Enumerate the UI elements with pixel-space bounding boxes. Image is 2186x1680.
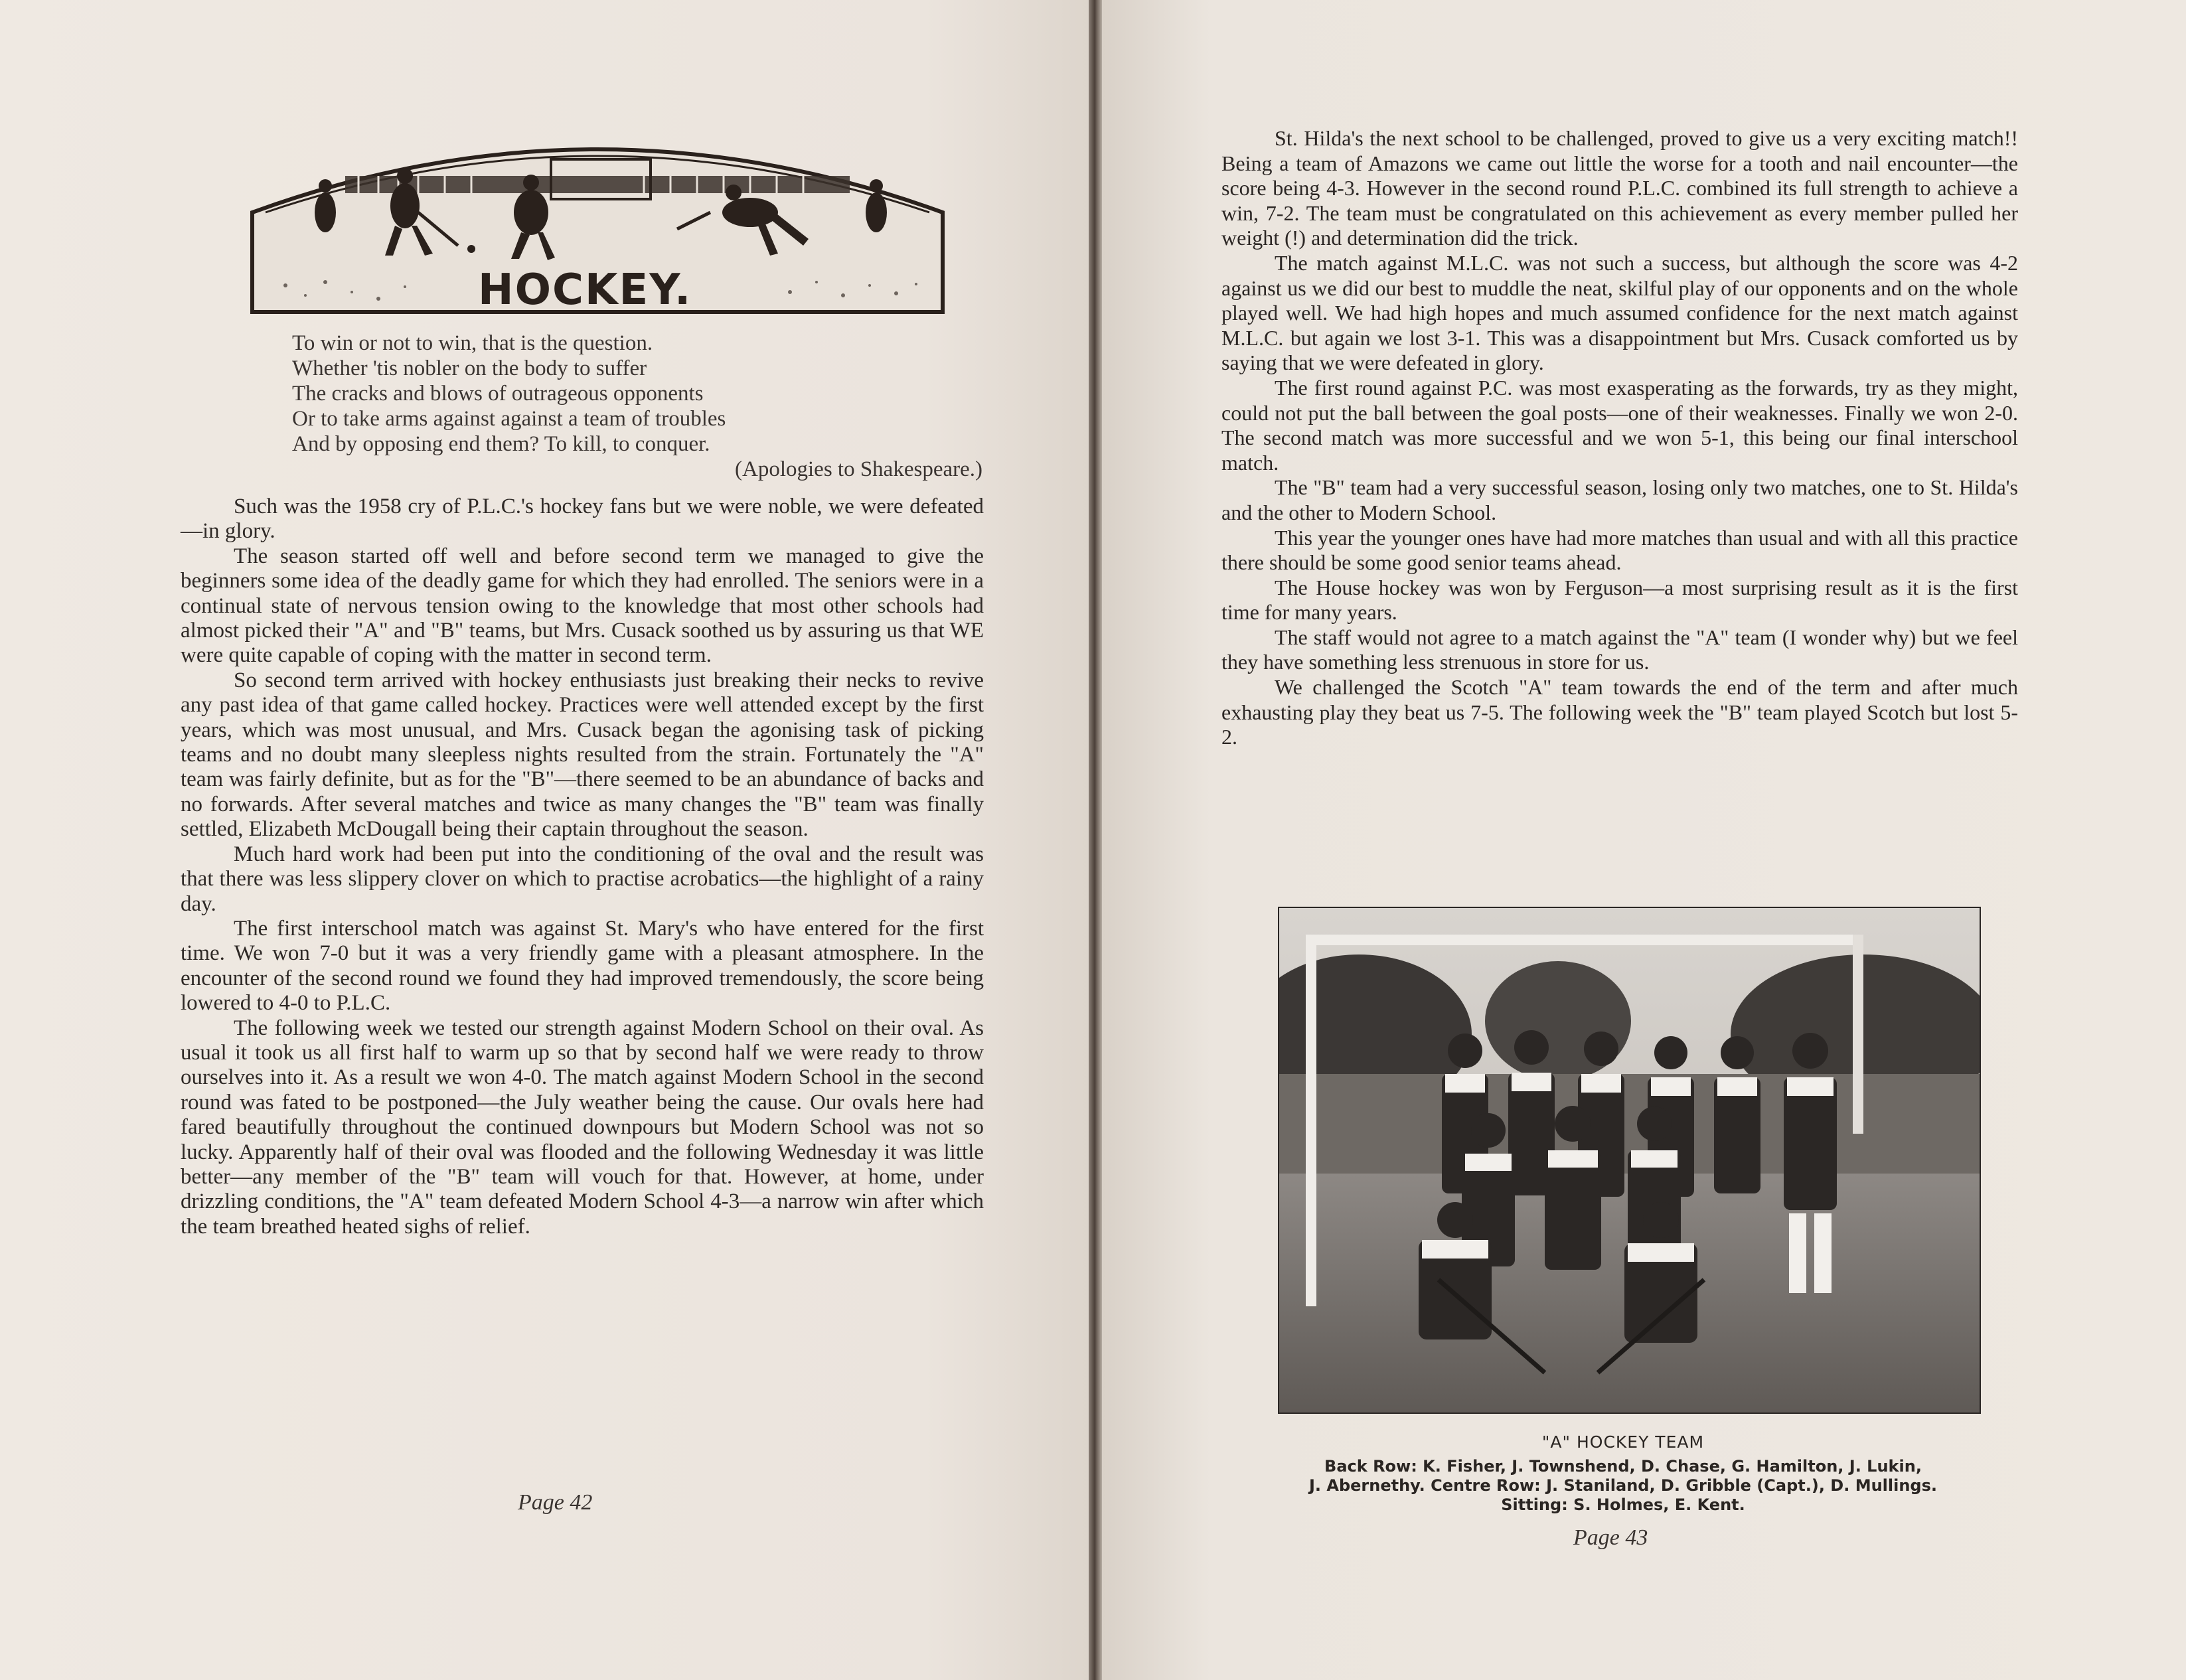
- paragraph: The first round against P.C. was most exasperating as the forwards, try as they might, could not put the ball between the goal posts—one of their weaknesses. Finally we won 2-0. The second match was more successful and we won 5-1, this being our final interschool match.: [1221, 375, 2018, 475]
- poem: [292, 331, 982, 482]
- paragraph: So second term arrived with hockey enthusiasts just breaking their necks to revive any past idea of that game called hockey. Practices were well attended except by the first years, which was most unusual, and Mrs. Cusack began the agonising task of picking teams and no doubt many sleepless nights resulted from the strain. Fortunately the "A" team was fairly definite, but as for the "B"—there seemed to be an abundance of backs and no forwards. After several matches and twice as many changes the "B" team was finally settled, Elizabeth McDougall being their captain throughout the season.: [181, 668, 984, 842]
- paragraph: St. Hilda's the next school to be challenged, proved to give us a very exciting match!! Being a team of Amazons we came out little the worse for a tooth and nail encounter—the score being 4-3. However in the second round P.L.C. combined its full strength to achieve a win, 7-2. The team must be congratulated on this achievement as every member pulled her weight (!) and determination did the trick.: [1221, 126, 2018, 250]
- paragraph: The first interschool match was against St. Mary's who have entered for the first time. We won 7-0 but it was a very friendly game with a pleasant atmosphere. In the encounter of the second round we found they had improved tremendously, the score being lowered to 4-0 to P.L.C.: [181, 916, 984, 1016]
- paragraph: The "B" team had a very successful season, losing only two matches, one to St. Hilda's and the other to Modern School.: [1221, 475, 2018, 524]
- page-number: Page 42: [518, 1490, 593, 1515]
- caption-line: J. Abernethy. Centre Row: J. Staniland, D. Gribble (Capt.), D. Mullings.: [1308, 1476, 1938, 1495]
- team-photo-illustration: [1279, 908, 1980, 1413]
- paragraph: The match against M.L.C. was not such a success, but although the score was 4-2 against us we did our best to muddle the neat, skilful play of our opponents and on the whole played well. We had high hopes and much assumed confidence for the next match against M.L.C. but again we lost 3-1. This was a disappointment but Mrs. Cusack comforted us by saying that we were defeated in glory.: [1221, 250, 2018, 375]
- page-number: Page 43: [1573, 1525, 1648, 1550]
- poem-line: Or to take arms against against a team of troubles: [292, 407, 726, 431]
- section-heading: HOCKEY.: [478, 266, 692, 315]
- poem-line: The cracks and blows of outrageous opponents: [292, 382, 704, 406]
- paragraph: This year the younger ones have had more matches than usual and with all this practice there should be some good senior teams ahead.: [1221, 525, 2018, 575]
- photo-caption: [1221, 1457, 2025, 1515]
- poem-attribution: (Apologies to Shakespeare.): [735, 457, 982, 481]
- poem-line: And by opposing end them? To kill, to conquer.: [292, 432, 710, 456]
- team-photo: [1278, 907, 1981, 1414]
- paragraph: We challenged the Scotch "A" team towards the end of the term and after much exhausting play they beat us 7-5. The following week the "B" team played Scotch but lost 5-2.: [1221, 675, 2018, 749]
- photo-caption-title: "A" HOCKEY TEAM: [1541, 1432, 1705, 1452]
- caption-line: Sitting: S. Holmes, E. Kent.: [1501, 1495, 1745, 1514]
- poem-line: To win or not to win, that is the question.: [292, 331, 653, 355]
- right-article-body: [1221, 126, 2018, 750]
- paragraph: Much hard work had been put into the conditioning of the oval and the result was that there was less slippery clover on which to practise acrobatics—the highlight of a rainy day.: [181, 842, 984, 916]
- left-article-body: [181, 495, 984, 1239]
- left-page: [0, 0, 1089, 1680]
- book-gutter: [1089, 0, 1102, 1680]
- paragraph: The season started off well and before second term we managed to give the beginners some idea of the deadly game for which they had enrolled. The seniors were in a continual state of nervous tension owing to the knowledge that most other schools had almost picked their "A" and "B" teams, but Mrs. Cusack soothed us by assuring us that WE were quite capable of coping with the matter in second term.: [181, 544, 984, 668]
- paragraph: The House hockey was won by Ferguson—a most surprising result as it is the first time for many years.: [1221, 575, 2018, 625]
- paragraph: Such was the 1958 cry of P.L.C.'s hockey fans but we were noble, we were defeated—in glory.: [181, 495, 984, 544]
- paragraph: The following week we tested our strength against Modern School on their oval. As usual it took us all first half to warm up so that by second half we were ready to throw ourselves into it. As a result we won 4-0. The match against Modern School in the second round was fated to be postponed—the July weather being the cause. Our ovals here had fared beautifully throughout the continued downpours but Modern School was not so lucky. Apparently half of their oval was flooded and the following Wednesday it was little better—any member of the "B" team will vouch for that. However, at home, under drizzling conditions, the "A" team defeated Modern School 4-3—a narrow win after which the team breathed heated sighs of relief.: [181, 1016, 984, 1239]
- caption-line: Back Row: K. Fisher, J. Townshend, D. Chase, G. Hamilton, J. Lukin,: [1324, 1457, 1922, 1476]
- poem-line: Whether 'tis nobler on the body to suffer: [292, 356, 647, 380]
- paragraph: The staff would not agree to a match against the "A" team (I wonder why) but we feel they have something less strenuous in store for us.: [1221, 625, 2018, 674]
